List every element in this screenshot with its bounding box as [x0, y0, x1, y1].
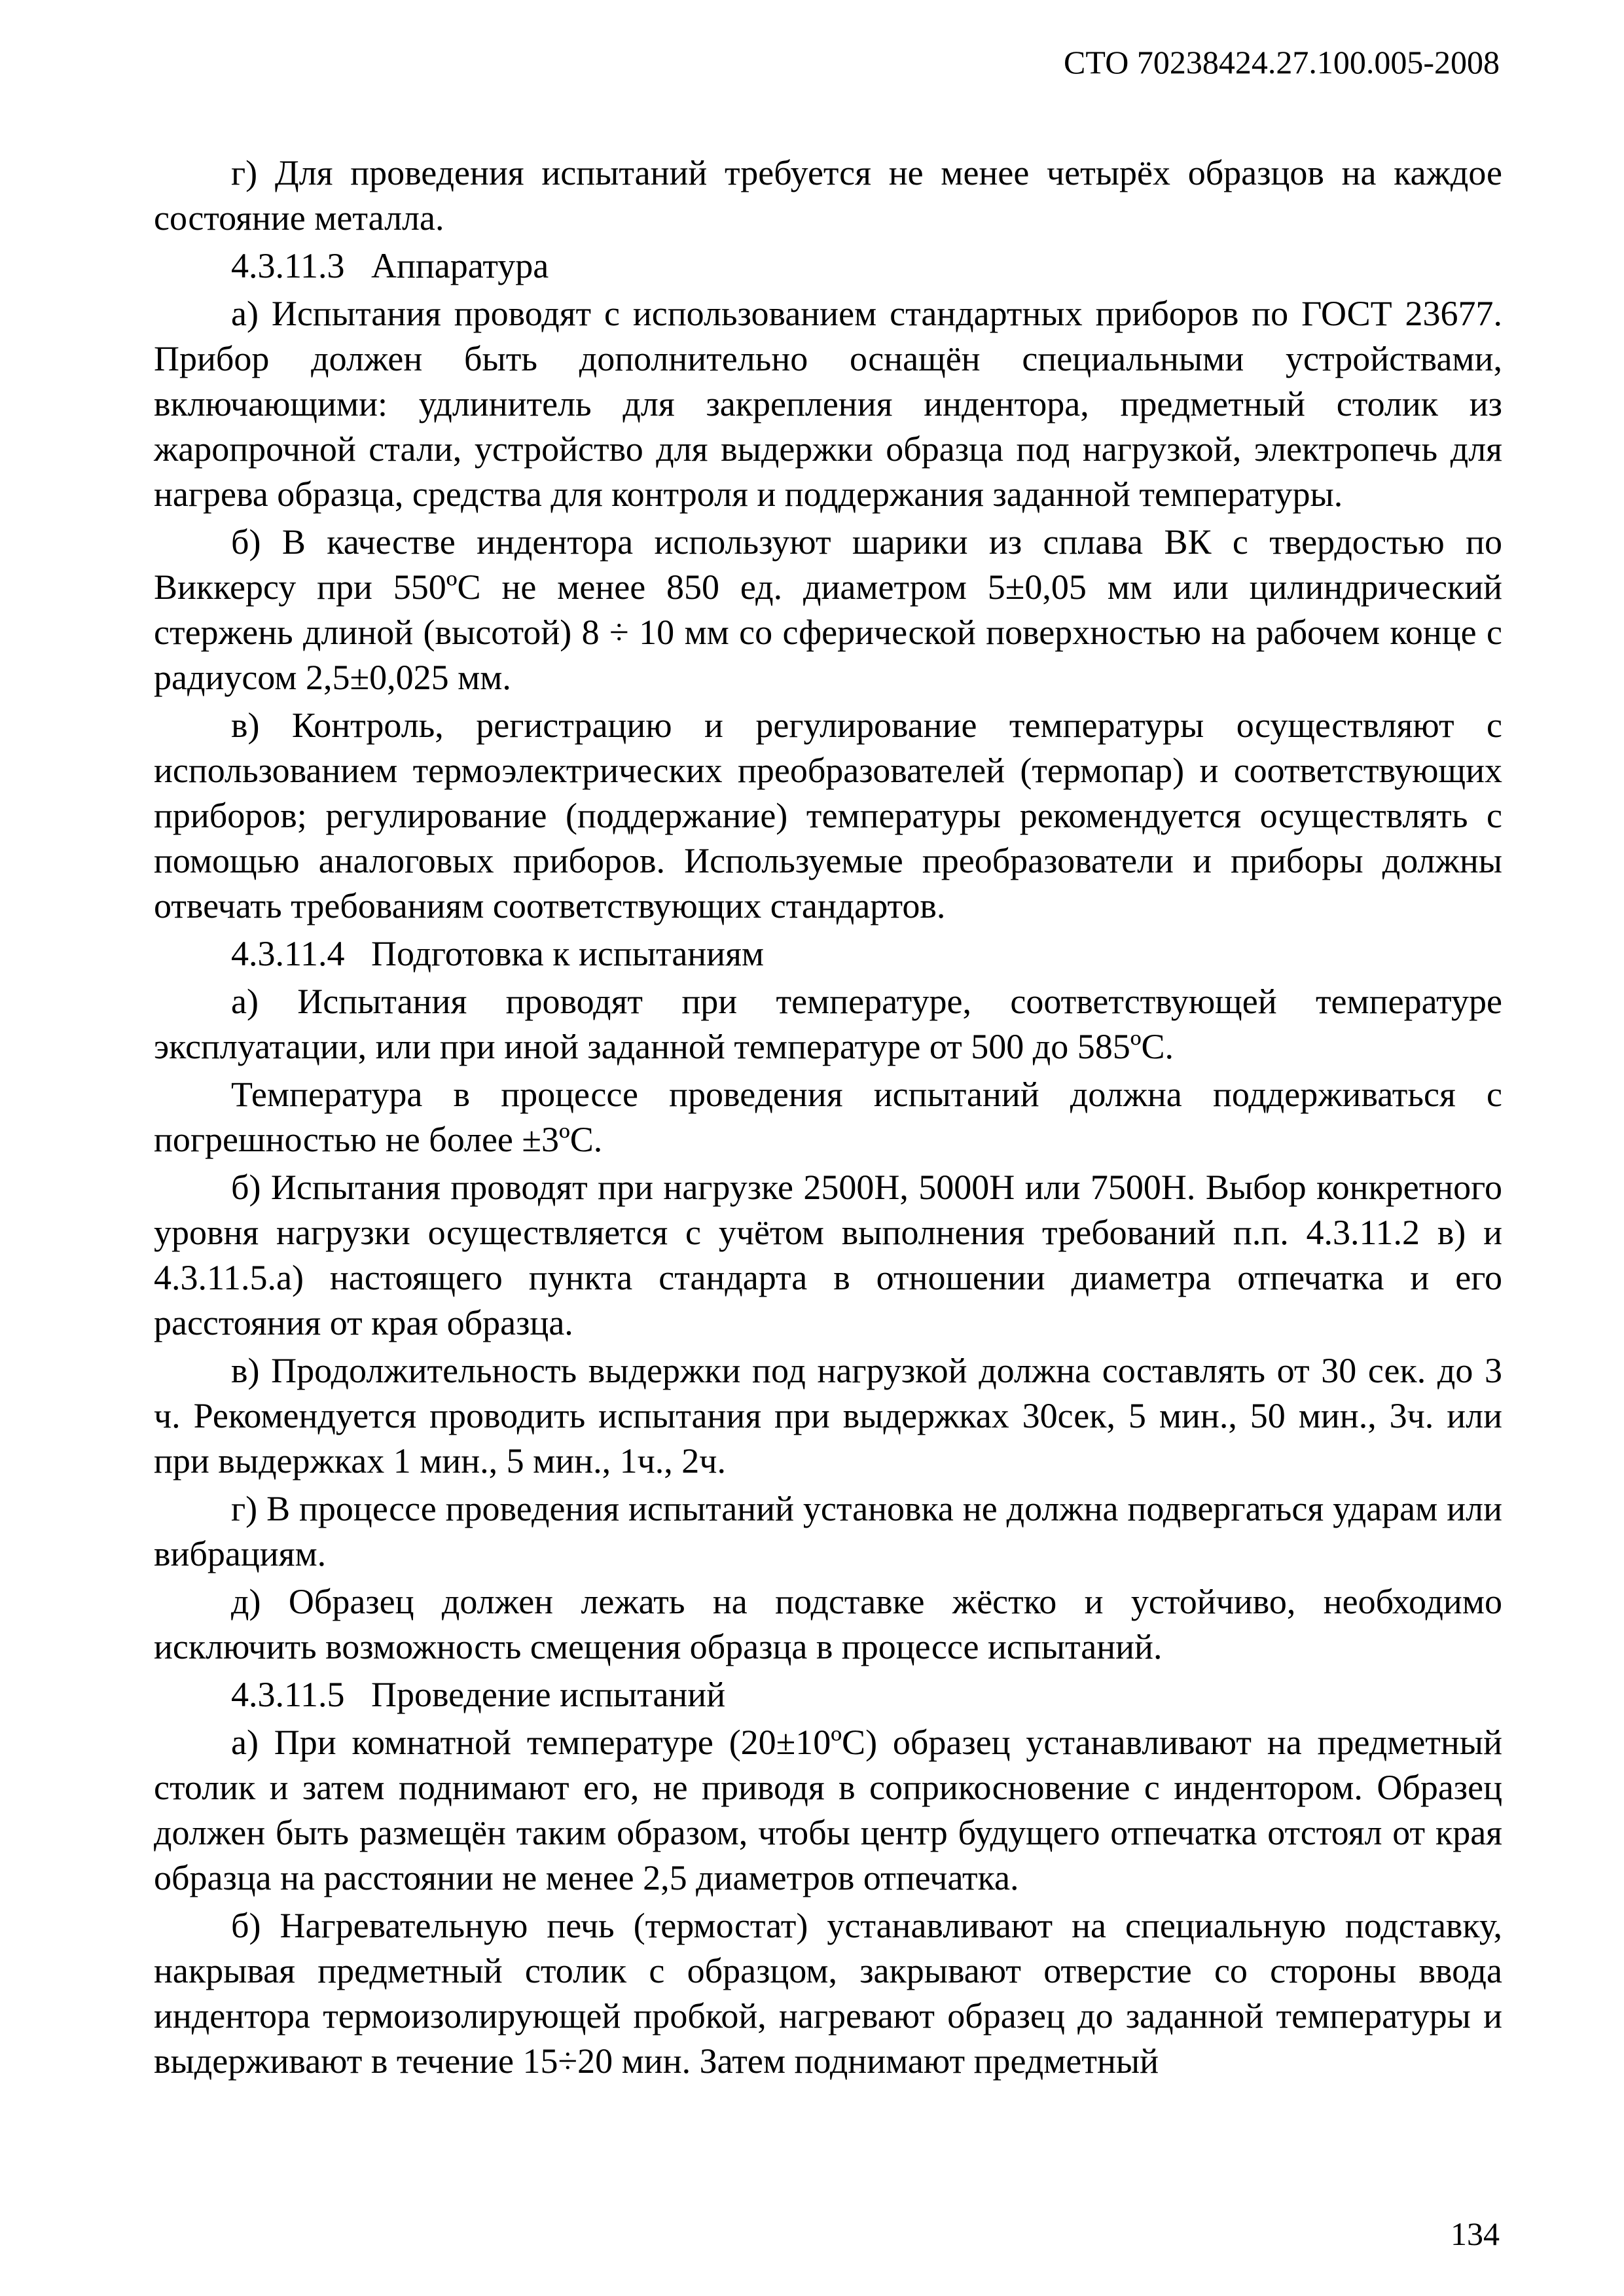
paragraph-a-room-temperature: а) При комнатной температуре (20±10ºС) образец устанавливают на предметный столик и затем поднимают его, не приводя в соприкосновение с индентором. Образец должен быть размещён таким образом, чтобы центр будущего отпечатка отстоял от края образца на расстоянии не менее 2,5 диаметров отпечатка. — [154, 1723, 1502, 1897]
paragraph-b-load: б) Испытания проводят при нагрузке 2500Н, 5000Н или 7500Н. Выбор конкретного уровня нагрузки осуществляется с учётом выполнения требований п.п. 4.3.11.2 в) и 4.3.11.5.а) настоящего пункта стандарта в отношении диаметра отпечатка и его расстояния от края образца. — [154, 1168, 1502, 1342]
section-heading-preparation: 4.3.11.4 Подготовка к испытаниям — [231, 934, 765, 973]
paragraph-a-test-temperature: а) Испытания проводят при температуре, соответствующей температуре эксплуатации, или при иной заданной температуре от 500 до 585ºС. — [154, 982, 1502, 1066]
paragraph-v-hold-duration: в) Продолжительность выдержки под нагрузкой должна составлять от 30 сек. до 3 ч. Рекомендуется проводить испытания при выдержках 30сек, 5 мин., 50 мин., 3ч. или при выдержках 1 мин., 5 мин., 1ч., 2ч. — [154, 1351, 1502, 1480]
section-heading-apparatus: 4.3.11.3 Аппаратура — [231, 246, 549, 285]
paragraph-g-vibration: г) В процессе проведения испытаний установка не должна подвергаться ударам или вибрациям. — [154, 1489, 1502, 1573]
paragraph-a-apparatus: а) Испытания проводят с использованием стандартных приборов по ГОСТ 23677. Прибор должен быть дополнительно оснащён специальными устройствами, включающими: удлинитель для закрепления индентора, предметный столик из жаропрочной стали, устройство для выдержки образца под нагрузкой, электропечь для нагрева образца, средства для контроля и поддержания заданной температуры. — [154, 294, 1502, 514]
document-code: СТО 70238424.27.100.005-2008 — [1064, 44, 1500, 81]
page-number: 134 — [1451, 2215, 1500, 2252]
paragraph-b-indenter: б) В качестве индентора используют шарики из сплава ВК с твердостью по Виккерсу при 550ºС не менее 850 ед. диаметром 5±0,05 мм или цилиндрический стержень длиной (высотой) 8 ÷ 10 мм со сферической поверхностью на рабочем конце с радиусом 2,5±0,025 мм. — [154, 522, 1502, 697]
section-heading-testing: 4.3.11.5 Проведение испытаний — [231, 1675, 726, 1714]
paragraph-v-temperature-control: в) Контроль, регистрацию и регулирование температуры осуществляют с использованием термоэлектрических преобразователей (термопар) и соответствующих приборов; регулирование (поддержание) температуры рекомендуется осуществлять с помощью аналоговых приборов. Используемые преобразователи и приборы должны отвечать требованиям соответствующих стандартов. — [154, 706, 1502, 925]
paragraph-d-sample-placement: д) Образец должен лежать на подставке жёстко и устойчиво, необходимо исключить возможность смещения образца в процессе испытаний. — [154, 1582, 1502, 1666]
document-body — [154, 151, 1502, 2087]
paragraph-temperature-tolerance: Температура в процессе проведения испытаний должна поддерживаться с погрешностью не более ±3ºС. — [154, 1075, 1502, 1159]
paragraph-g-samples: г) Для проведения испытаний требуется не менее четырёх образцов на каждое состояние металла. — [154, 153, 1502, 238]
paragraph-b-furnace: б) Нагревательную печь (термостат) устанавливают на специальную подставку, накрывая предметный столик с образцом, закрывают отверстие со стороны ввода индентора термоизолирующей пробкой, нагревают образец до заданной температуры и выдерживают в течение 15÷20 мин. Затем поднимают предметный — [154, 1906, 1502, 2081]
